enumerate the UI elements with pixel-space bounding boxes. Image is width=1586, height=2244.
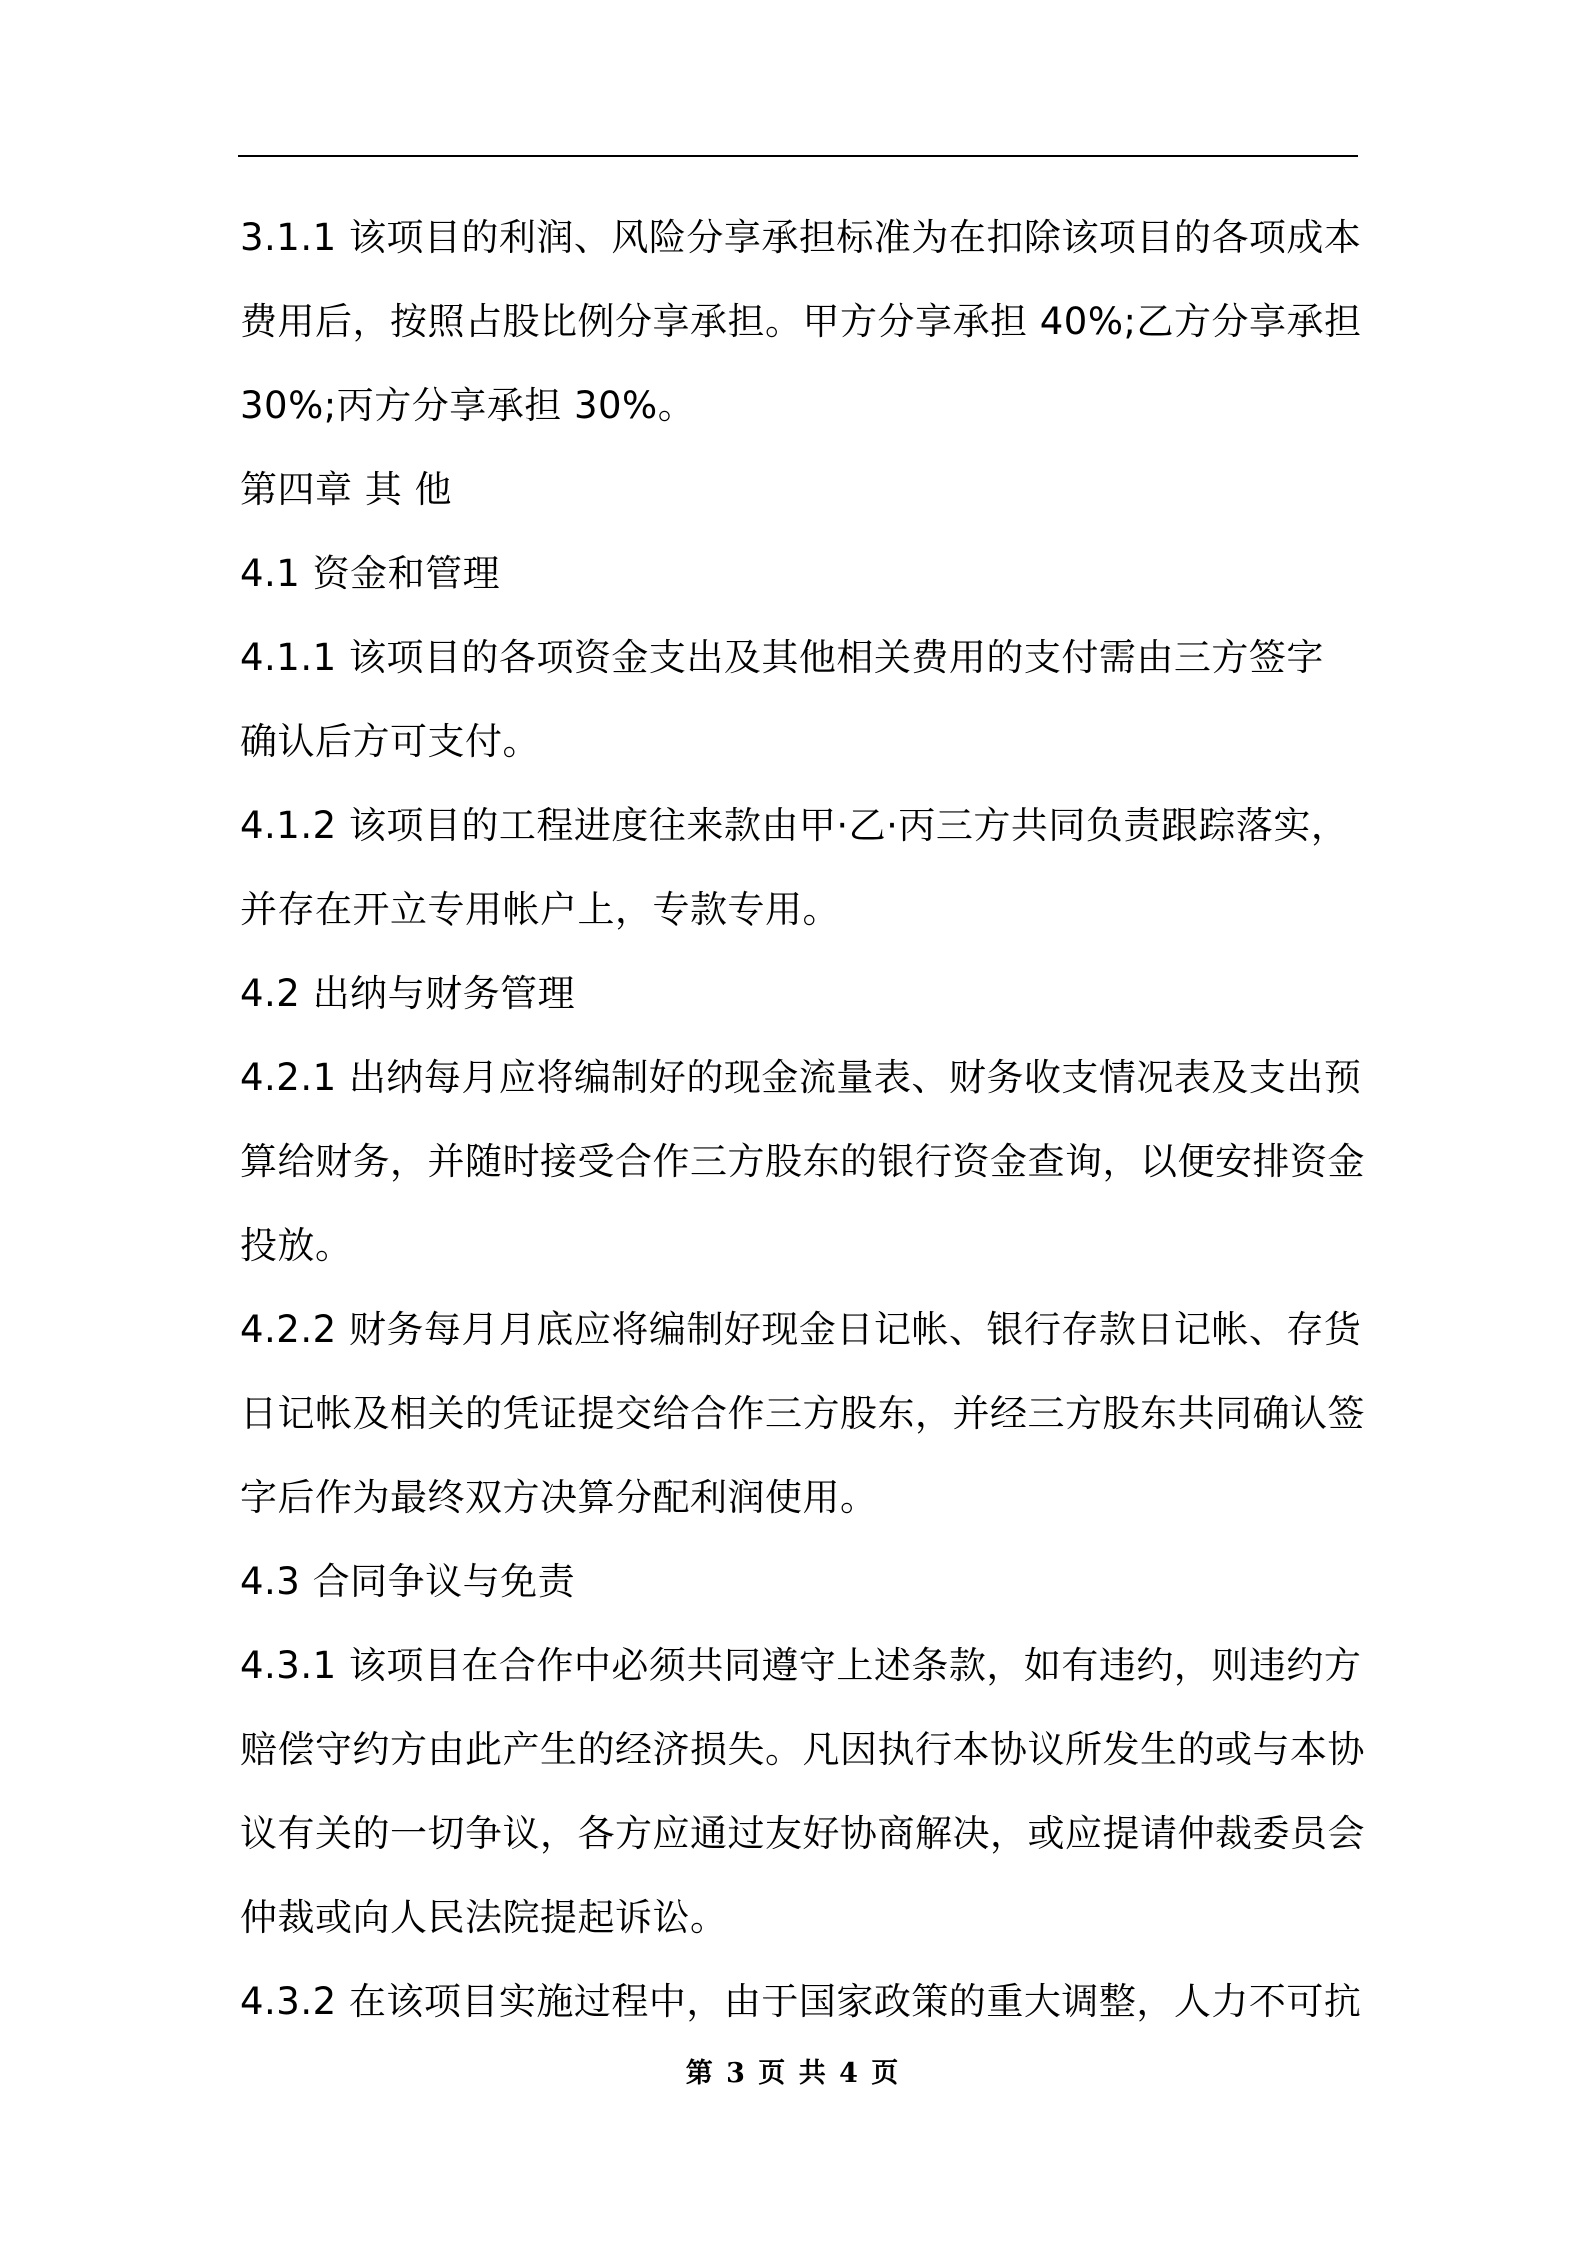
text-line: 4.1.2 该项目的工程进度往来款由甲·乙·丙三方共同负责跟踪落实， — [240, 804, 1349, 847]
text-line: 费用后，按照占股比例分享承担。甲方分享承担 40%;乙方分享承担 — [240, 300, 1362, 343]
text-line: 算给财务，并随时接受合作三方股东的银行资金查询，以便安排资金 — [240, 1140, 1365, 1183]
text-line: 议有关的一切争议，各方应通过友好协商解决，或应提请仲裁委员会 — [240, 1812, 1365, 1855]
section-heading: 4.1 资金和管理 — [240, 552, 501, 595]
text-line: 字后作为最终双方决算分配利润使用。 — [240, 1476, 878, 1519]
text-line: 确认后方可支付。 — [240, 720, 540, 763]
chapter-heading: 第四章 其 他 — [240, 468, 453, 511]
text-line: 投放。 — [240, 1224, 353, 1267]
section-heading: 4.2 出纳与财务管理 — [240, 972, 576, 1015]
text-line: 日记帐及相关的凭证提交给合作三方股东，并经三方股东共同确认签 — [240, 1392, 1365, 1435]
text-line: 4.3.1 该项目在合作中必须共同遵守上述条款，如有违约，则违约方 — [240, 1644, 1362, 1687]
section-heading: 4.3 合同争议与免责 — [240, 1560, 576, 1603]
text-line: 4.2.1 出纳每月应将编制好的现金流量表、财务收支情况表及支出预 — [240, 1056, 1362, 1099]
header-divider — [238, 155, 1358, 157]
text-line: 3.1.1 该项目的利润、风险分享承担标准为在扣除该项目的各项成本 — [240, 216, 1362, 259]
page-number-footer: 第 3 页 共 4 页 — [685, 2058, 901, 2089]
text-line: 4.3.2 在该项目实施过程中，由于国家政策的重大调整，人力不可抗 — [240, 1980, 1362, 2023]
text-line: 4.1.1 该项目的各项资金支出及其他相关费用的支付需由三方签字 — [240, 636, 1324, 679]
text-line: 仲裁或向人民法院提起诉讼。 — [240, 1896, 728, 1939]
text-line: 赔偿守约方由此产生的经济损失。凡因执行本协议所发生的或与本协 — [240, 1728, 1365, 1771]
text-line: 并存在开立专用帐户上，专款专用。 — [240, 888, 840, 931]
text-line: 4.2.2 财务每月月底应将编制好现金日记帐、银行存款日记帐、存货 — [240, 1308, 1362, 1351]
document-body — [240, 196, 1365, 2044]
text-line: 30%;丙方分享承担 30%。 — [240, 384, 696, 427]
